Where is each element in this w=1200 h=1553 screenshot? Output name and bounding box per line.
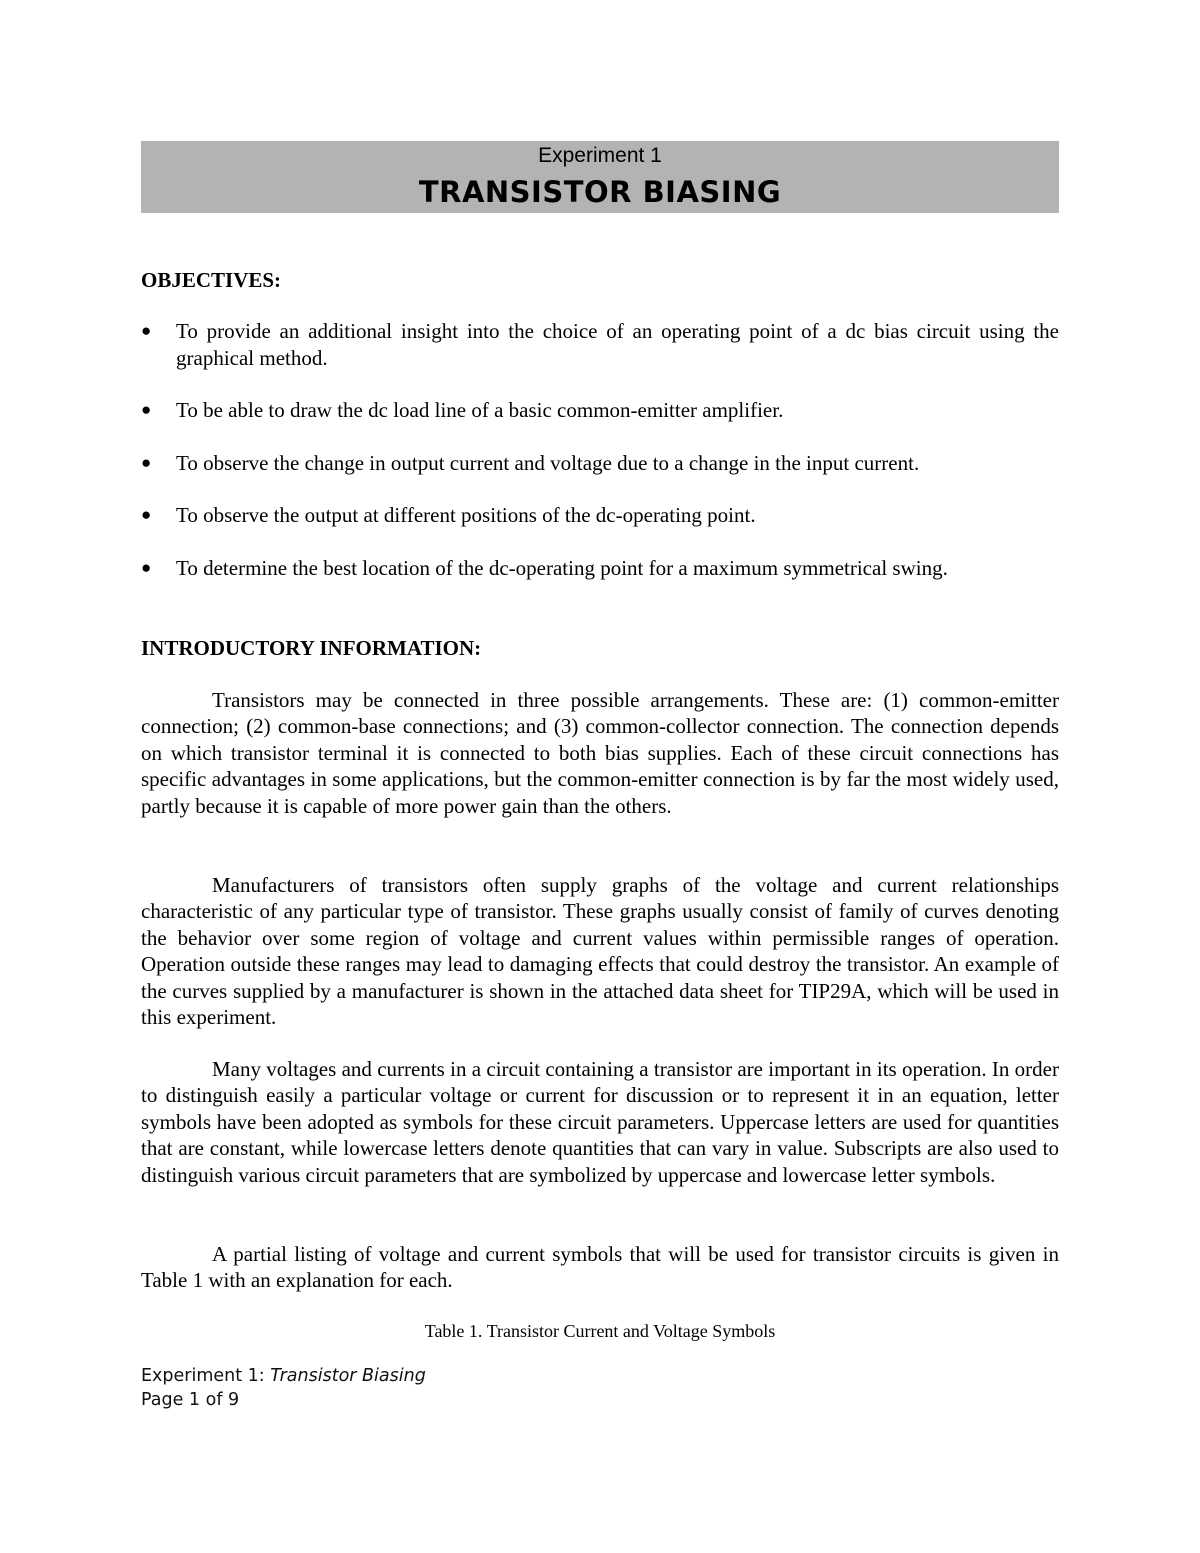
objective-text: To be able to draw the dc load line of a basic common-emitter amplifier. — [176, 398, 784, 422]
title-banner — [141, 141, 1059, 213]
page-footer — [141, 1364, 426, 1412]
intro-paragraph-4: A partial listing of voltage and current symbols that will be used for transistor circuits is given in Table 1 with an explanation for each. — [141, 1242, 1059, 1293]
intro-paragraph-2: Manufacturers of transistors often supply graphs of the voltage and current relationships characteristic of any particular type of transistor. These graphs usually consist of family of curves denoting the behavior over some region of voltage and current values within permissible ranges of operation. Operation outside these ranges may lead to damaging effects that could destroy the transistor. An example of the curves supplied by a manufacturer is shown in the attached data sheet for TIP29A, which will be used in this experiment. — [141, 873, 1059, 1030]
footer-prefix: Experiment 1: — [141, 1366, 271, 1386]
bullet-icon: ● — [141, 452, 152, 472]
bullet-icon: ● — [141, 505, 152, 524]
bullet-icon: ● — [141, 400, 152, 419]
intro-paragraph-3: Many voltages and currents in a circuit containing a transistor are important in its operation. In order to distinguish easily a particular voltage or current for discussion or to represent it in an equation, letter symbols have been adopted as symbols for these circuit parameters. Uppercase letters are used for quantities that are constant, while lowercase letters denote quantities that can vary in value. Subscripts are also used to distinguish various circuit parameters that are symbolized by uppercase and lowercase letter symbols. — [141, 1057, 1059, 1187]
bullet-icon: ● — [141, 321, 152, 340]
intro-heading: INTRODUCTORY INFORMATION: — [141, 636, 482, 660]
objective-text: To observe the change in output current and voltage due to a change in the input current. — [176, 450, 920, 475]
list-item — [141, 318, 1059, 371]
objective-text: To observe the output at different positions of the dc-operating point. — [176, 503, 756, 527]
objective-text: To determine the best location of the dc-operating point for a maximum symmetrical swing. — [176, 555, 948, 580]
footer-title: Transistor Biasing — [270, 1366, 426, 1386]
list-item — [141, 502, 1059, 529]
objective-text: To provide an additional insight into the choice of an operating point of a dc bias circuit using the graphical method. — [176, 319, 1059, 370]
footer-experiment-line — [141, 1364, 426, 1388]
experiment-number: Experiment 1 — [538, 144, 662, 167]
intro-paragraph-1: Transistors may be connected in three possible arrangements. These are: (1) common-emitter connection; (2) common-base connections; and (3) common-collector connection. The connection depends on which transistor terminal it is connected to both bias supplies. Each of these circuit connections has specific advantages in some applications, but the common-emitter connection is by far the most widely used, partly because it is capable of more power gain than the others. — [141, 688, 1059, 818]
objectives-heading: OBJECTIVES: — [141, 268, 282, 292]
objectives-list — [141, 318, 1059, 607]
list-item — [141, 555, 1059, 582]
list-item — [141, 397, 1059, 424]
page-title: TRANSISTOR BIASING — [418, 175, 782, 209]
footer-page-number: Page 1 of 9 — [141, 1390, 240, 1410]
list-item — [141, 450, 1059, 477]
table-caption: Table 1. Transistor Current and Voltage Symbols — [424, 1321, 776, 1341]
bullet-icon: ● — [141, 557, 152, 577]
